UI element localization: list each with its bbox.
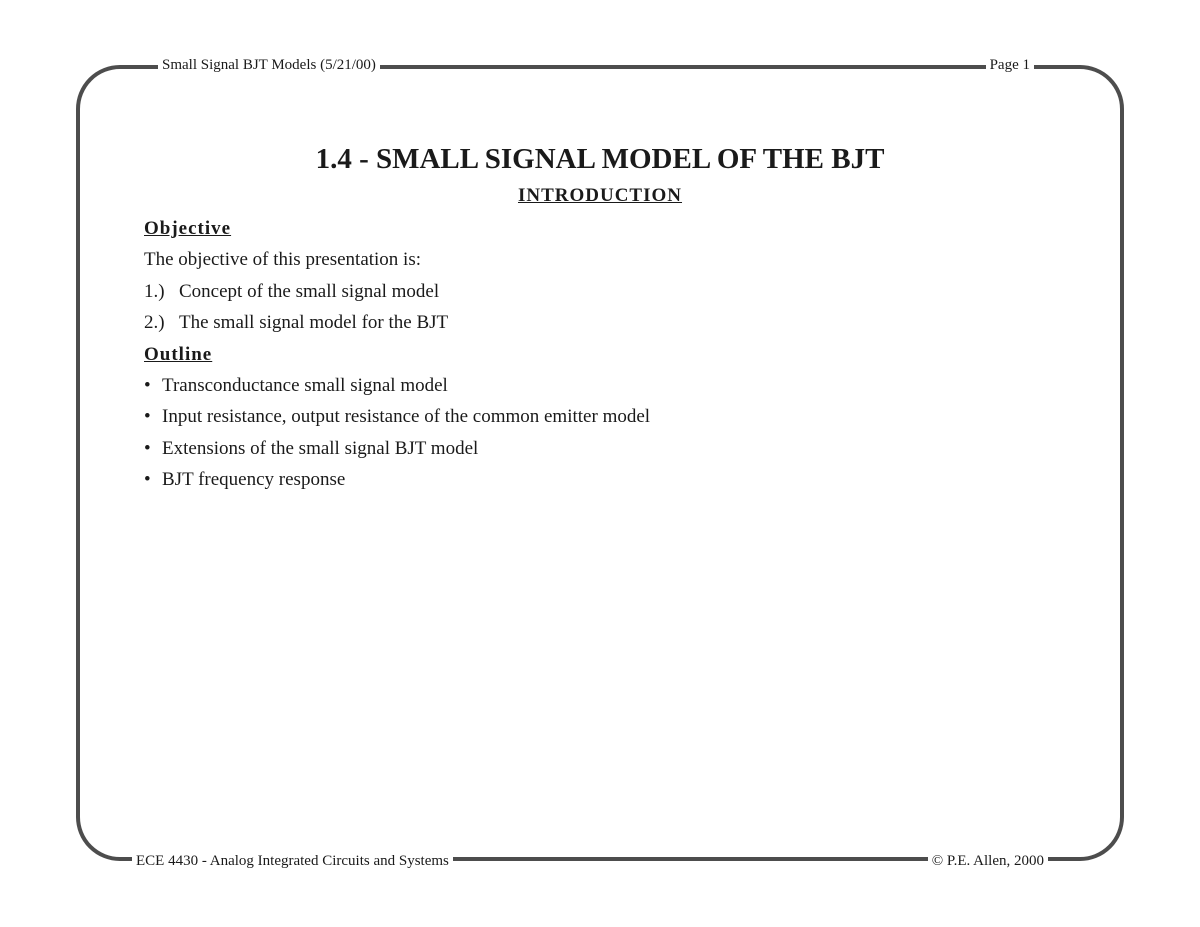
bullet-icon: • — [144, 374, 151, 396]
header-left: Small Signal BJT Models (5/21/00) — [158, 56, 380, 74]
page-number: Page 1 — [986, 56, 1034, 74]
outline-item — [144, 404, 1084, 430]
objective-heading: Objective — [144, 218, 232, 239]
outline-item — [144, 373, 1084, 399]
footer-copyright: © P.E. Allen, 2000 — [928, 852, 1048, 870]
section-subtitle: INTRODUCTION — [517, 185, 683, 206]
slide-content — [144, 216, 1084, 499]
outline-item-text: Input resistance, output resistance of the common emitter model — [162, 406, 651, 427]
page-title: 1.4 - SMALL SIGNAL MODEL OF THE BJT — [315, 143, 885, 175]
bullet-icon: • — [144, 469, 151, 490]
outline-item-text: Transconductance small signal model — [162, 374, 448, 396]
bullet-icon: • — [144, 406, 151, 427]
item-number: 2.) — [144, 312, 165, 333]
objective-item — [144, 279, 1084, 305]
outline-item-text: BJT frequency response — [162, 469, 346, 490]
bullet-icon: • — [144, 437, 151, 459]
objective-intro: The objective of this presentation is: — [144, 249, 422, 270]
outline-item-text: Extensions of the small signal BJT model — [162, 437, 479, 459]
objective-item — [144, 310, 1084, 336]
footer-course: ECE 4430 - Analog Integrated Circuits and Systems — [132, 852, 453, 870]
item-text: Concept of the small signal model — [179, 280, 440, 302]
outline-item — [144, 436, 1084, 462]
item-text: The small signal model for the BJT — [179, 312, 449, 333]
outline-heading: Outline — [144, 343, 213, 365]
item-number: 1.) — [144, 280, 165, 302]
outline-item — [144, 467, 1084, 493]
